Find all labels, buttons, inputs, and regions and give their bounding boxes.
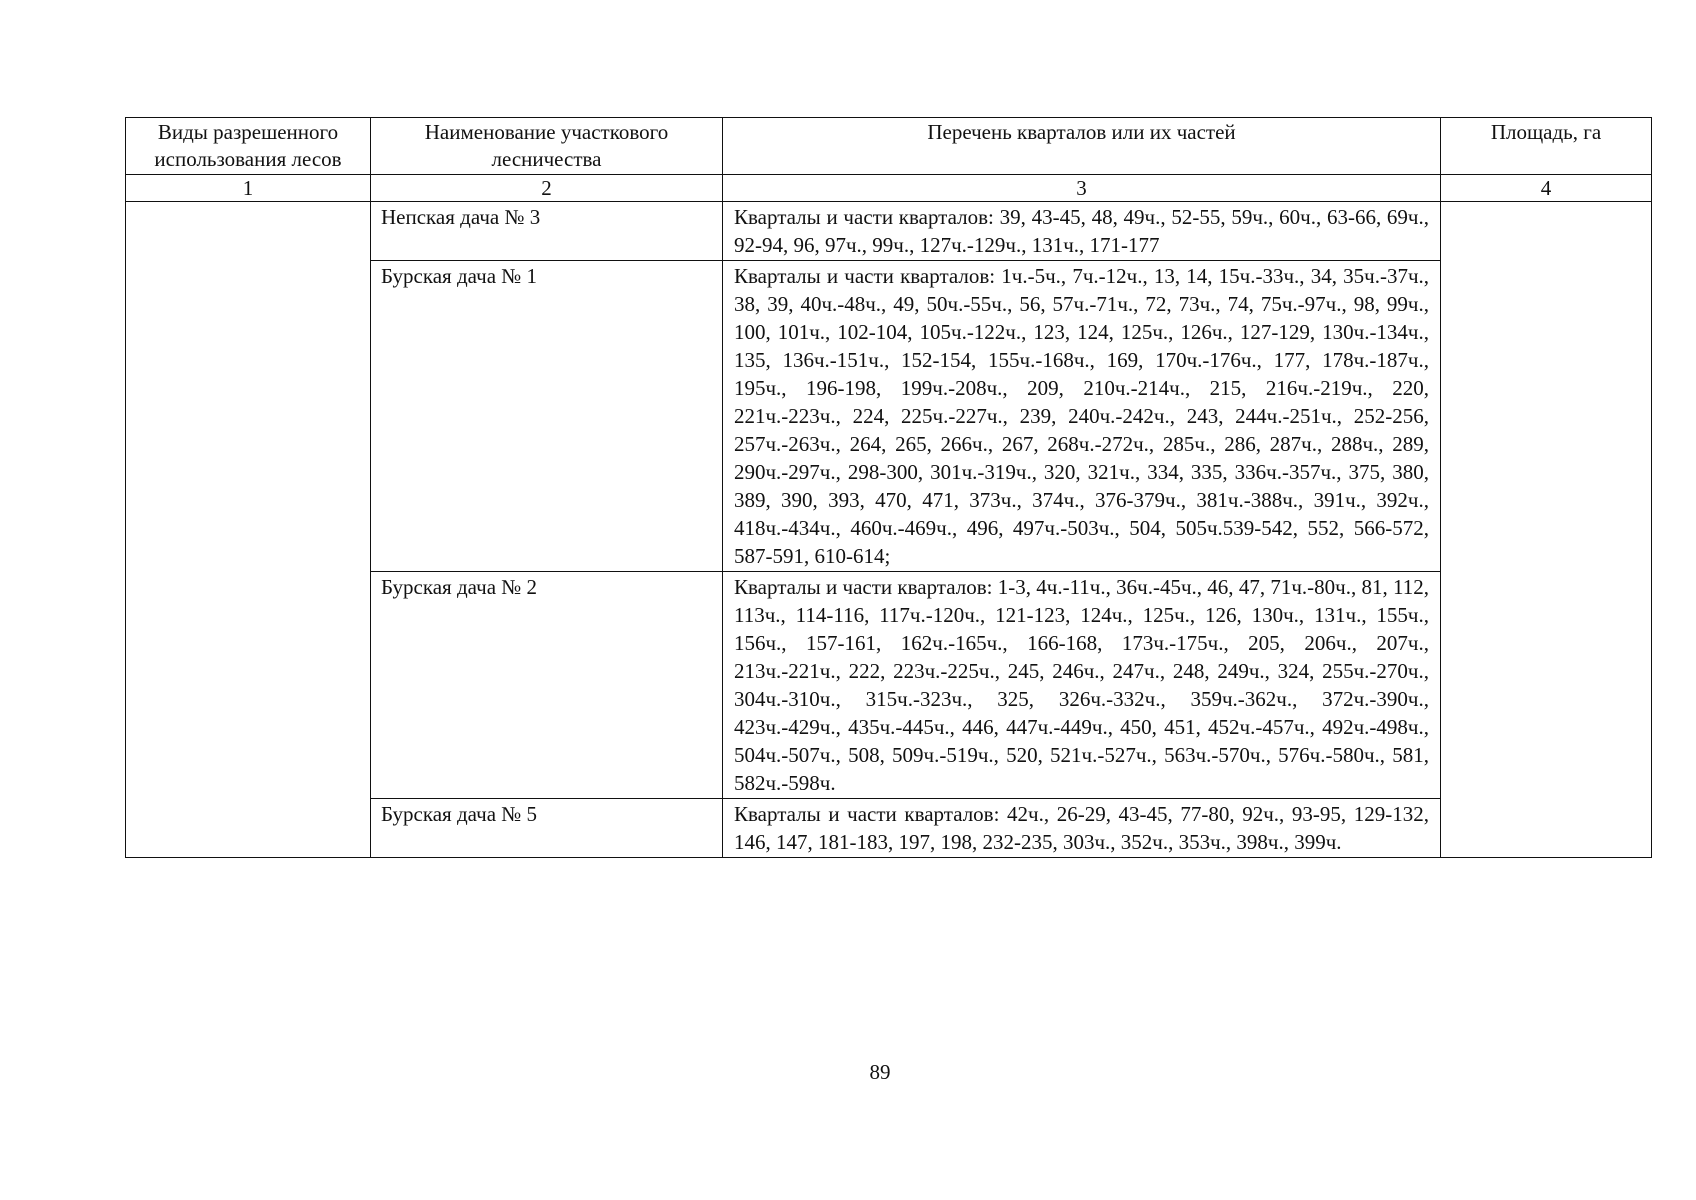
header-usage-types: Виды разрешенного использования лесов: [126, 118, 371, 175]
forestry-name-cell: Бурская дача № 5: [371, 799, 723, 858]
column-number: 1: [126, 175, 371, 202]
header-row: [126, 118, 1652, 175]
column-number: 4: [1441, 175, 1652, 202]
forestry-name-cell: Непская дача № 3: [371, 202, 723, 261]
forestry-name-cell: Бурская дача № 2: [371, 572, 723, 799]
quarters-cell: Кварталы и части кварталов: 39, 43-45, 48, 49ч., 52-55, 59ч., 60ч., 63-66, 69ч., 92-94, 96, 97ч., 99ч., 127ч.-129ч., 131ч., 171-177: [723, 202, 1441, 261]
header-area: Площадь, га: [1441, 118, 1652, 175]
header-quarters-list: Перечень кварталов или их частей: [723, 118, 1441, 175]
column-number: 3: [723, 175, 1441, 202]
header-forestry-name: Наименование участкового лесничества: [371, 118, 723, 175]
quarters-cell: Кварталы и части кварталов: 1ч.-5ч., 7ч.-12ч., 13, 14, 15ч.-33ч., 34, 35ч.-37ч., 38, 39, 40ч.-48ч., 49, 50ч.-55ч., 56, 57ч.-71ч., 72, 73ч., 74, 75ч.-97ч., 98, 99ч., 100, 101ч., 102-104, 105ч.-122ч., 123, 124, 125ч., 126ч., 127-129, 130ч.-134ч., 135, 136ч.-151ч., 152-154, 155ч.-168ч., 169, 170ч.-176ч., 177, 178ч.-187ч., 195ч., 196-198, 199ч.-208ч., 209, 210ч.-214ч., 215, 216ч.-219ч., 220, 221ч.-223ч., 224, 225ч.-227ч., 239, 240ч.-242ч., 243, 244ч.-251ч., 252-256, 257ч.-263ч., 264, 265, 266ч., 267, 268ч.-272ч., 285ч., 286, 287ч., 288ч., 289, 290ч.-297ч., 298-300, 301ч.-319ч., 320, 321ч., 334, 335, 336ч.-357ч., 375, 380, 389, 390, 393, 470, 471, 373ч., 374ч., 376-379ч., 381ч.-388ч., 391ч., 392ч., 418ч.-434ч., 460ч.-469ч., 496, 497ч.-503ч., 504, 505ч.539-542, 552, 566-572, 587-591, 610-614;: [723, 261, 1441, 572]
page-number: 89: [869, 1060, 891, 1084]
quarters-cell: Кварталы и части кварталов: 42ч., 26-29, 43-45, 77-80, 92ч., 93-95, 129-132, 146, 147, 181-183, 197, 198, 232-235, 303ч., 352ч., 353ч., 398ч., 399ч.: [723, 799, 1441, 858]
column-number-row: [126, 175, 1652, 202]
table-row: [126, 202, 1652, 261]
forestry-name-cell: Бурская дача № 1: [371, 261, 723, 572]
column-number: 2: [371, 175, 723, 202]
quarters-cell: Кварталы и части кварталов: 1-3, 4ч.-11ч., 36ч.-45ч., 46, 47, 71ч.-80ч., 81, 112, 113ч., 114-116, 117ч.-120ч., 121-123, 124ч., 125ч., 126, 130ч., 131ч., 155ч., 156ч., 157-161, 162ч.-165ч., 166-168, 173ч.-175ч., 205, 206ч., 207ч., 213ч.-221ч., 222, 223ч.-225ч., 245, 246ч., 247ч., 248, 249ч., 324, 255ч.-270ч., 304ч.-310ч., 315ч.-323ч., 325, 326ч.-332ч., 359ч.-362ч., 372ч.-390ч., 423ч.-429ч., 435ч.-445ч., 446, 447ч.-449ч., 450, 451, 452ч.-457ч., 492ч.-498ч., 504ч.-507ч., 508, 509ч.-519ч., 520, 521ч.-527ч., 563ч.-570ч., 576ч.-580ч., 581, 582ч.-598ч.: [723, 572, 1441, 799]
area-cell: [1441, 202, 1652, 858]
usage-type-cell: [126, 202, 371, 858]
forest-quarters-table: [125, 117, 1652, 858]
